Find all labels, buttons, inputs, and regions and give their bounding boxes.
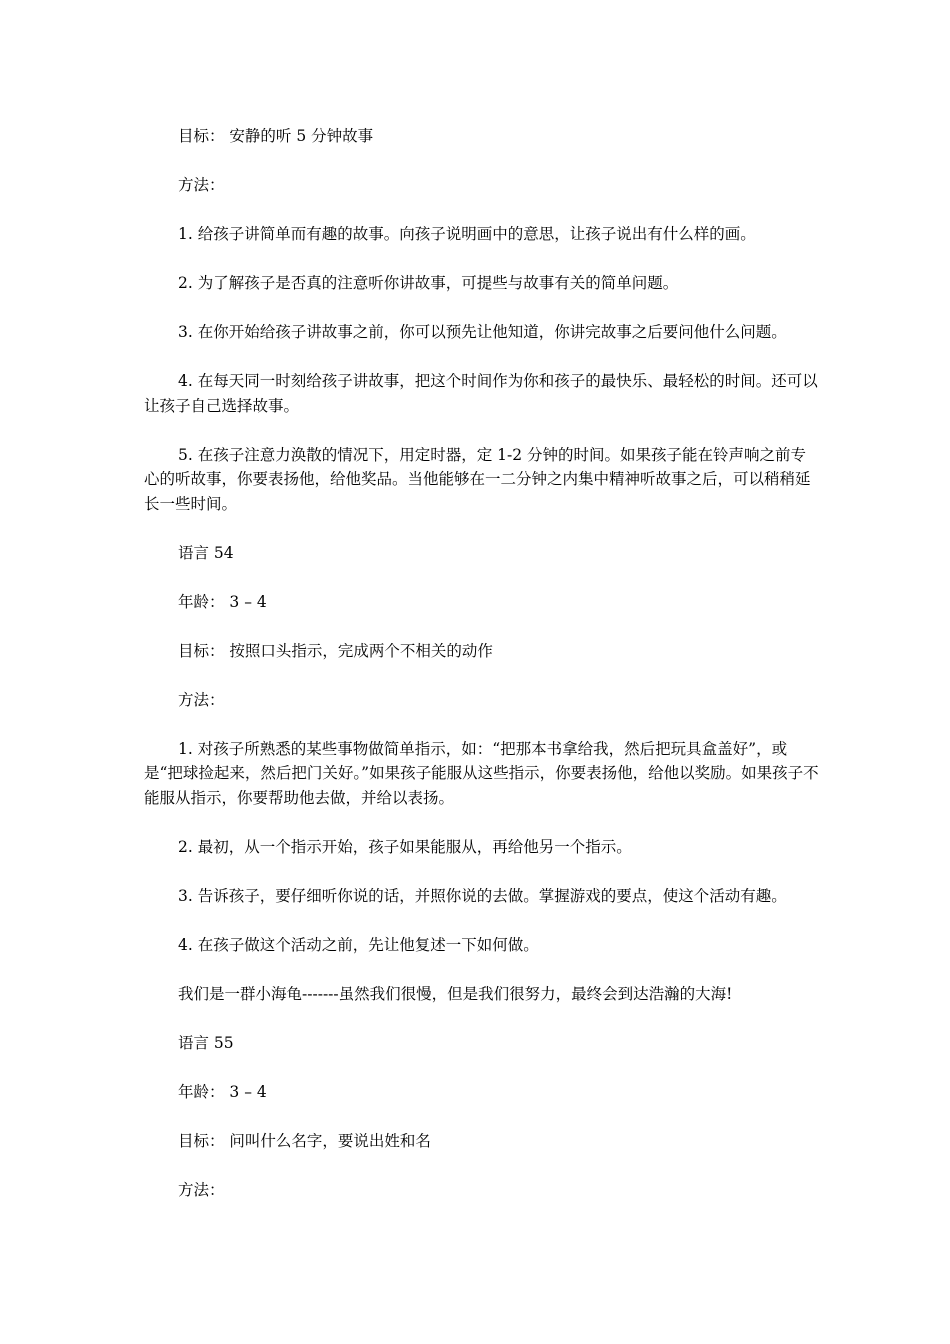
age-line: 年龄： 3 – 4 — [178, 592, 267, 611]
goal-line: 目标： 按照口头指示，完成两个不相关的动作 — [178, 641, 493, 660]
age-line: 年龄： 3 – 4 — [178, 1082, 267, 1101]
method-heading: 方法： — [178, 176, 225, 194]
method-step-1: 1. 对孩子所熟悉的某些事物做简单指示，如：“把那本书拿给我，然后把玩具盒盖好”，或是“把球捡起来，然后把门关好。”如果孩子能服从这些指示，你要表扬他，给他以奖励。如果孩子不能服从指示，你要帮助他去做，并给以表扬。 — [144, 739, 819, 807]
method-heading: 方法： — [178, 690, 225, 709]
method-step-2: 2. 为了解孩子是否真的注意听你讲故事，可提些与故事有关的简单问题。 — [178, 274, 679, 292]
section-title-language-55: 语言 55 — [178, 1033, 234, 1052]
method-step-4: 4. 在每天同一时刻给孩子讲故事，把这个时间作为你和孩子的最快乐、最轻松的时间。还可以让孩子自己选择故事。 — [144, 372, 818, 415]
method-step-1: 1. 给孩子讲简单而有趣的故事。向孩子说明画中的意思，让孩子说出有什么样的画。 — [178, 225, 756, 243]
method-step-3: 3. 告诉孩子，要仔细听你说的话，并照你说的去做。掌握游戏的要点，使这个活动有趣。 — [178, 886, 787, 905]
goal-line: 目标： 安静的听 5 分钟故事 — [178, 127, 374, 145]
method-heading: 方法： — [178, 1180, 225, 1199]
method-step-2: 2. 最初，从一个指示开始，孩子如果能服从，再给他另一个指示。 — [178, 837, 632, 856]
goal-line: 目标： 问叫什么名字，要说出姓和名 — [178, 1131, 431, 1150]
method-step-5: 5. 在孩子注意力涣散的情况下，用定时器，定 1-2 分钟的时间。如果孩子能在铃声响之前专心的听故事，你要表扬他，给他奖品。当他能够在一二分钟之内集中精神听故事之后，可以稍稍延长一些时间。 — [144, 445, 811, 513]
section-title-language-54: 语言 54 — [178, 543, 234, 562]
motto-line: 我们是一群小海龟-------虽然我们很慢，但是我们很努力，最终会到达浩瀚的大海! — [178, 984, 733, 1003]
document-body — [144, 124, 820, 1227]
method-step-4: 4. 在孩子做这个活动之前，先让他复述一下如何做。 — [178, 935, 539, 954]
method-step-3: 3. 在你开始给孩子讲故事之前，你可以预先让他知道，你讲完故事之后要问他什么问题。 — [178, 323, 787, 341]
